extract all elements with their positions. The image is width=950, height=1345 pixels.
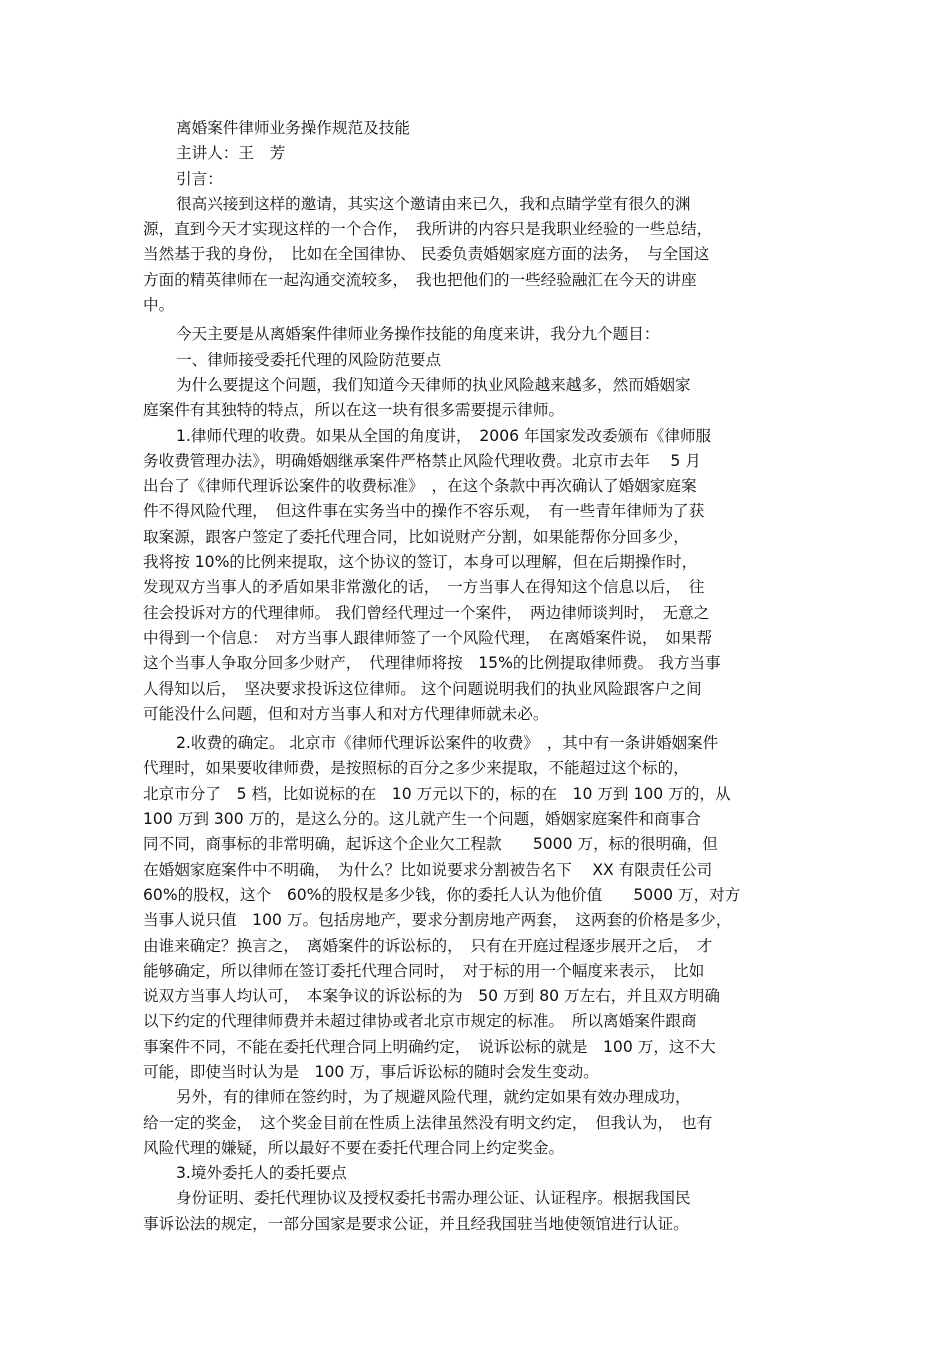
paragraph-line: 为什么要提这个问题，我们知道今天律师的执业风险越来越多，然而婚姻家 bbox=[176, 375, 691, 394]
paragraph-line: 由谁来确定？换言之， 离婚案件的诉讼标的， 只有在开庭过程逐步展开之后， 才 bbox=[143, 936, 713, 955]
paragraph-line: 当事人说只值 100 万。包括房地产，要求分割房地产两套， 这两套的价格是多少， bbox=[143, 911, 732, 930]
paragraph-line: 取案源，跟客户签定了委托代理合同，比如说财产分割，如果能帮你分回多少， bbox=[143, 527, 689, 546]
paragraph-line: 庭案件有其独特的特点，所以在这一块有很多需要提示律师。 bbox=[143, 401, 565, 420]
paragraph-line: 1.律师代理的收费。如果从全国的角度讲， 2006 年国家发改委颁布《律师服 bbox=[176, 426, 712, 445]
intro-label: 引言： bbox=[176, 169, 223, 188]
paragraph-line: 同不同，商事标的非常明确，起诉这个企业欠工程款 5000 万，标的很明确，但 bbox=[143, 835, 718, 854]
paragraph-line: 发现双方当事人的矛盾如果非常激化的话， 一方当事人在得知这个信息以后， 往 bbox=[143, 578, 705, 597]
item2-paragraph bbox=[143, 731, 813, 1085]
paragraph-line: 中得到一个信息： 对方当事人跟律师签了一个风险代理， 在离婚案件说， 如果帮 bbox=[143, 628, 713, 647]
paragraph-line: 方面的精英律师在一起沟通交流较多， 我也把他们的一些经验融汇在今天的讲座 bbox=[143, 270, 697, 289]
paragraph-line: 可能，即使当时认为是 100 万，事后诉讼标的随时会发生变动。 bbox=[143, 1062, 599, 1081]
item3-paragraph bbox=[143, 1186, 813, 1237]
extra-paragraph bbox=[143, 1085, 813, 1161]
paragraph-line: 务收费管理办法》，明确婚姻继承案件严格禁止风险代理收费。北京市去年 5 月 bbox=[143, 451, 701, 470]
paragraph-line: 60%的股权，这个 60%的股权是多少钱，你的委托人认为他价值 5000 万，对方 bbox=[143, 885, 741, 904]
intro-paragraph bbox=[143, 192, 813, 318]
paragraph-line: 给一定的奖金， 这个奖金目前在性质上法律虽然没有明文约定， 但我认为， 也有 bbox=[143, 1113, 713, 1132]
paragraph-line: 风险代理的嫌疑，所以最好不要在委托代理合同上约定奖金。 bbox=[143, 1138, 565, 1157]
section1-paragraph bbox=[143, 373, 813, 424]
paragraph-line: 另外，有的律师在签约时，为了规避风险代理，就约定如果有效办理成功， bbox=[176, 1088, 691, 1107]
paragraph-line: 以下约定的代理律师费并未超过律协或者北京市规定的标准。 所以离婚案件跟商 bbox=[143, 1012, 697, 1031]
paragraph-line: 件不得风险代理， 但这件事在实务当中的操作不容乐观， 有一些青年律师为了获 bbox=[143, 502, 705, 521]
paragraph-line: 出台了《律师代理诉讼案件的收费标准》 ，在这个条款中再次确认了婚姻家庭案 bbox=[143, 477, 697, 496]
paragraph-line: 往会投诉对方的代理律师。 我们曾经代理过一个案件， 两边律师谈判时， 无意之 bbox=[143, 603, 710, 622]
paragraph-line: 可能没什么问题，但和对方当事人和对方代理律师就未必。 bbox=[143, 704, 549, 723]
paragraph-line: 能够确定，所以律师在签订委托代理合同时， 对于标的用一个幅度来表示， 比如 bbox=[143, 961, 705, 980]
paragraph-line: 源，直到今天才实现这样的一个合作， 我所讲的内容只是我职业经验的一些总结， bbox=[143, 220, 713, 239]
paragraph-line: 当然基于我的身份， 比如在全国律协、 民委负责婚姻家庭方面的法务， 与全国这 bbox=[143, 245, 710, 264]
document-body bbox=[143, 116, 813, 1237]
paragraph-line: 2.收费的确定。 北京市《律师代理诉讼案件的收费》 ，其中有一条讲婚姻案件 bbox=[176, 734, 719, 753]
outline-line: 今天主要是从离婚案件律师业务操作技能的角度来讲，我分九个题目： bbox=[176, 325, 660, 344]
speaker-line: 主讲人：王 芳 bbox=[176, 144, 286, 163]
paragraph-line: 100 万到 300 万的，是这么分的。这儿就产生一个问题，婚姻家庭案件和商事合 bbox=[143, 810, 701, 829]
paragraph-line: 事诉讼法的规定，一部分国家是要求公证，并且经我国驻当地使领馆进行认证。 bbox=[143, 1214, 689, 1233]
item1-paragraph bbox=[143, 424, 813, 728]
paragraph-line: 事案件不同，不能在委托代理合同上明确约定， 说诉讼标的就是 100 万，这不大 bbox=[143, 1037, 716, 1056]
paragraph-line: 北京市分了 5 档，比如说标的在 10 万元以下的，标的在 10 万到 100 万的，从 bbox=[143, 784, 731, 803]
paragraph-line: 身份证明、委托代理协议及授权委托书需办理公证、认证程序。根据我国民 bbox=[176, 1189, 691, 1208]
item3-heading: 3.境外委托人的委托要点 bbox=[176, 1164, 347, 1183]
paragraph-line: 说双方当事人均认可， 本案争议的诉讼标的为 50 万到 80 万左右，并且双方明确 bbox=[143, 987, 720, 1006]
document-title: 离婚案件律师业务操作规范及技能 bbox=[176, 119, 410, 137]
paragraph-line: 我将按 10%的比例来提取，这个协议的签订，本身可以理解，但在后期操作时， bbox=[143, 553, 698, 572]
paragraph-line: 中。 bbox=[143, 296, 175, 315]
paragraph-line: 这个当事人争取分回多少财产， 代理律师将按 15%的比例提取律师费。 我方当事 bbox=[143, 654, 721, 673]
paragraph-line: 很高兴接到这样的邀请，其实这个邀请由来已久，我和点睛学堂有很久的渊 bbox=[176, 194, 691, 213]
paragraph-line: 代理时，如果要收律师费，是按照标的百分之多少来提取，不能超过这个标的， bbox=[143, 759, 689, 778]
paragraph-line: 在婚姻家庭案件中不明确， 为什么？比如说要求分割被告名下 XX 有限责任公司 bbox=[143, 860, 713, 879]
section-heading: 一、律师接受委托代理的风险防范要点 bbox=[176, 350, 442, 369]
paragraph-line: 人得知以后， 坚决要求投诉这位律师。 这个问题说明我们的执业风险跟客户之间 bbox=[143, 679, 702, 698]
